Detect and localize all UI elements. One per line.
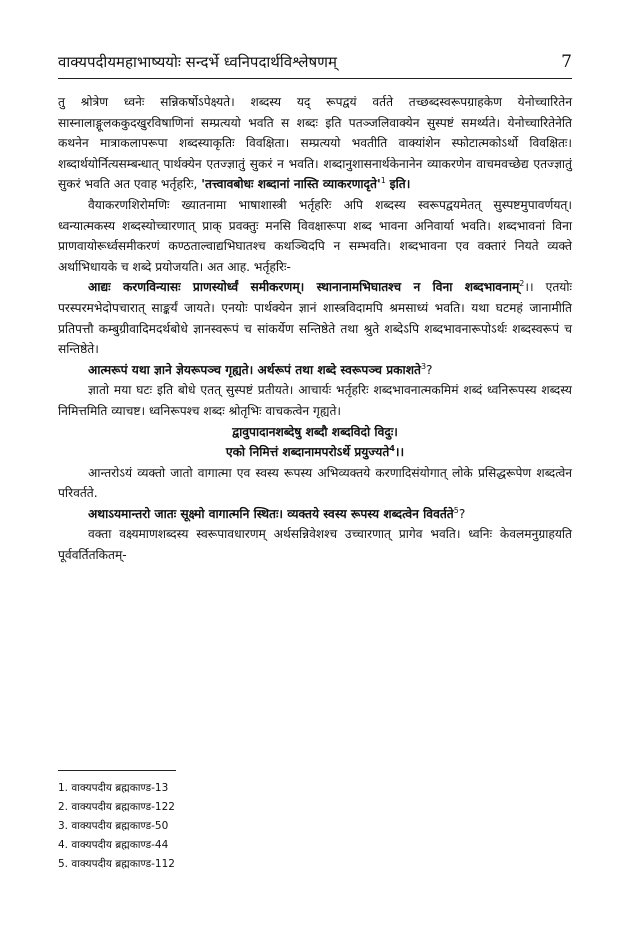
header-title: वाक्यपदीयमहाभाष्ययोः सन्दर्भे ध्वनिपदार्थविश्लेषणम् bbox=[58, 53, 337, 71]
footnote-ref-4: 4 bbox=[389, 444, 395, 454]
paragraph-5: ज्ञातो मया घटः इति बोधे एतत् सुस्पष्टं प्रतीयते। आचार्यः भर्तृहरिः शब्दभावनात्मकमिमं शब्दं ध्वनिरूपस्य शब्दस्य निमित्तमिति व्याचष्ट। ध्वनिरूपश्च शब्दः श्रोतृभिः वाचकत्वेन गृह्यते। bbox=[58, 383, 572, 418]
paragraph-4: आत्मरूपं यथा ज्ञाने ज्ञेयरूपञ्च गृह्यते। अर्थरूपं तथा शब्दे स्वरूपञ्च प्रकाशते$^3$? bbox=[88, 361, 433, 377]
paragraph-1 bbox=[58, 92, 572, 195]
footnote-ref-3: 3 bbox=[420, 361, 427, 371]
paragraph-3-quote: आद्यः करणविन्यासः प्राणस्योर्ध्वं समीकरणम्। स्थानानामभिघातश्च न विना शब्दभावनाम् bbox=[88, 280, 520, 295]
paragraph-8: वक्ता वक्ष्यमाणशब्दस्य स्वरूपावधारणम् अर्थसन्निवेशश्च उच्चारणात् प्रागेव भवति। ध्वनिः केवलमनुग्राहयति पूर्ववर्तितकितम्- bbox=[58, 527, 572, 563]
page-number: 7 bbox=[561, 52, 572, 72]
running-header bbox=[58, 48, 572, 72]
paragraph-4-quote: आत्मरूपं यथा ज्ञाने ज्ञेयरूपञ्च गृह्यते। अर्थरूपं तथा शब्दे स्वरूपञ्च प्रकाशते bbox=[88, 362, 421, 377]
footnotes bbox=[58, 779, 175, 874]
paragraph-3 bbox=[58, 277, 572, 359]
footnote-3: 3. वाक्यपदीय ब्रह्मकाण्ड-50 bbox=[58, 820, 169, 832]
footnote-ref-2: 2 bbox=[519, 279, 525, 289]
paragraph-1-text: तु श्रोत्रेण ध्वनेः सन्निकर्षोऽपेक्ष्यते। शब्दस्य यद् रूपद्वयं वर्तते तच्छब्दस्वरूपग्राहकेण येनोच्चारितेन सास्नालाङ्गूलककुदखुरविषाणिनां सम्प्रत्ययो भवति स शब्दः इति पतञ्जलिवाक्येन सुस्पष्टं समर्थ्यते। येनोच्चारितेनेति कथनेन मात्राकलापरूपा शब्दस्याकृतिः विवक्षिता। सम्प्रत्ययो भवतीति वाक्यांशेन स्फोटात्मकोऽर्थो विवक्षितः। शब्दार्थयोर्नित्यसम्बन्धात् पार्थक्येन एतज्ज्ञातुं सुकरं न भवति। शब्दानुशासनार्थकेनानेन व्याकरणेन वाचमवच्छेद्य एतज्ज्ञातुं सुकरं भवति अत एवाह भर्तृहरिः, bbox=[58, 95, 572, 192]
paragraph-1-end: इति। bbox=[389, 177, 411, 192]
footnote-2: 2. वाक्यपदीय ब्रह्मकाण्ड-122 bbox=[58, 801, 175, 813]
footnote-ref-1: 1 bbox=[380, 176, 386, 186]
footnote-4: 4. वाक्यपदीय ब्रह्मकाण्ड-44 bbox=[58, 839, 169, 851]
footnote-5: 5. वाक्यपदीय ब्रह्मकाण्ड-112 bbox=[58, 858, 175, 870]
body-text bbox=[58, 92, 572, 566]
paragraph-7-quote: अथाऽयमान्तरो जातः सूक्ष्मो वागात्मनि स्थितः। व्यक्तये स्वस्य रूपस्य शब्दत्वेन विवर्तते bbox=[88, 506, 454, 521]
footnote-1: 1. वाक्यपदीय ब्रह्मकाण्ड-13 bbox=[58, 782, 169, 794]
paragraph-2: वैयाकरणशिरोमणिः ख्यातनामा भाषाशास्त्री भर्तृहरिः अपि शब्दस्य स्वरूपद्वयमेतत् सुस्पष्टमुपावर्णयत्। ध्वन्यात्मकस्य शब्दस्योच्चारणात् प्राक् प्रवक्तुः मनसि विवक्षारूपा शब्द भावना अनिवार्या भवति। शब्दभावनां विना प्राणवायोरूर्ध्वसमीकरणं कण्ठताल्वाद्यभिघातश्च कथञ्चिदपि न सम्भवति। शब्दभावना एव वक्तारं नियते व्यक्ते अर्थाभिधायके च शब्दे प्रयोजयति। अत आह. भर्तृहरिः- bbox=[58, 197, 572, 274]
paragraph-3-text: ।। एतयोः परस्परमभेदोपचारात् साङ्कर्यं जायते। एनयोः पार्थक्येन ज्ञानं शास्त्रविदामपि श्रमसाध्यं भवति। यथा घटमहं जानामीति प्रतिपत्तौ कम्बुग्रीवादिमदर्थबोधे ज्ञानस्वरूपं च सांकर्येण सन्तिष्ठेते तथा श्रुते शब्देऽपि शब्दभावनारूपोऽर्थः शब्दस्वरूपं च सन्तिष्ठेते। bbox=[58, 280, 572, 357]
verse-line-2-end: ।। bbox=[394, 445, 405, 460]
header-rule bbox=[58, 78, 572, 79]
paragraph-7: अथाऽयमान्तरो जातः सूक्ष्मो वागात्मनि स्थितः। व्यक्तये स्वस्य रूपस्य शब्दत्वेन विवर्तते$^5$? bbox=[88, 505, 466, 521]
verse-line-1: द्वावुपादानशब्देषु शब्दौ शब्दविदो विदुः। bbox=[232, 424, 398, 439]
footnote-rule bbox=[58, 770, 176, 771]
paragraph-1-quote: 'तत्त्वावबोधः शब्दानां नास्ति व्याकरणादृते' bbox=[201, 177, 381, 192]
verse-line-2 bbox=[58, 442, 572, 463]
verse-line-2-text: एको निमित्तं शब्दानामपरोऽर्थे प्रयुज्यते bbox=[225, 445, 390, 460]
footnote-ref-5: 5 bbox=[453, 505, 459, 515]
paragraph-6: आन्तरोऽयं व्यक्तो जातो वागात्मा एव स्वस्य रूपस्य अभिव्यक्तये करणादिसंयोगात् लोके प्रसिद्धरूपेण शब्दत्वेन परिवर्तते. bbox=[58, 465, 572, 501]
